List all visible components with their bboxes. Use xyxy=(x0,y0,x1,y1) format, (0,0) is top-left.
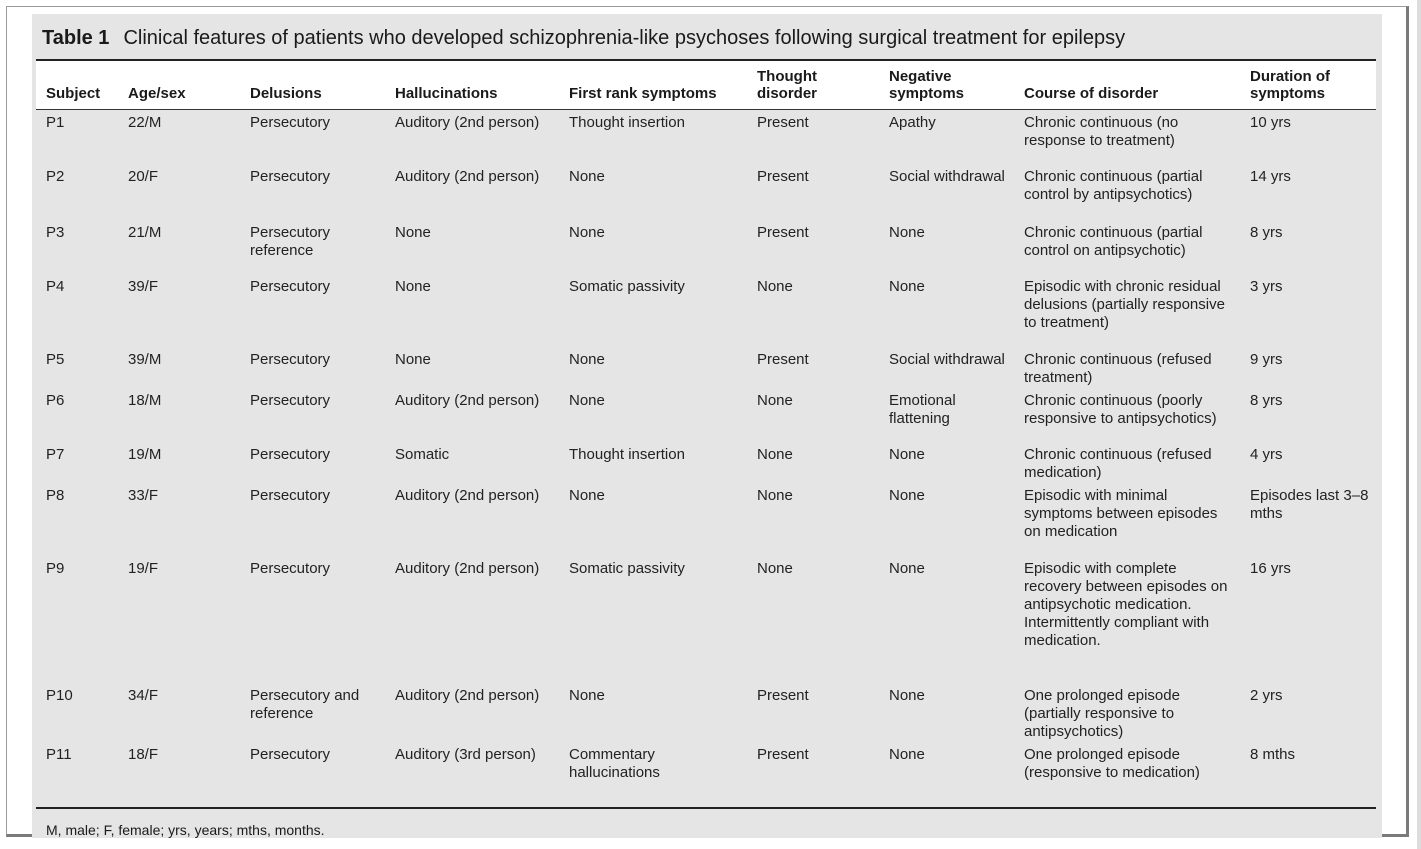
table-footnote: M, male; F, female; yrs, years; mths, months. xyxy=(46,822,325,838)
table-row xyxy=(36,484,1376,557)
cell-thought-disorder: None xyxy=(757,559,793,577)
cell-course-of-disorder: One prolonged episode (responsive to medication) xyxy=(1024,745,1200,781)
cell-delusions: Persecutory xyxy=(250,445,331,463)
cell-thought-disorder: Present xyxy=(757,350,809,368)
cell-subject: P10 xyxy=(46,686,73,704)
cell-thought-disorder: None xyxy=(757,391,793,409)
table-label: Table 1 xyxy=(42,27,110,49)
cell-course-of-disorder: Episodic with minimal symptoms between episodes on medication xyxy=(1024,486,1218,540)
cell-first-rank-symptoms: None xyxy=(569,223,605,241)
cell-age-sex: 22/M xyxy=(128,114,162,131)
table-row xyxy=(36,221,1376,275)
cell-subject: P2 xyxy=(46,167,65,185)
cell-hallucinations: Auditory (2nd person) xyxy=(395,114,540,131)
cell-first-rank-symptoms: None xyxy=(569,350,605,368)
cell-course-of-disorder: Chronic continuous (poorly responsive to antipsychotics) xyxy=(1024,391,1217,427)
cell-duration-of-symptoms: 10 yrs xyxy=(1250,114,1291,131)
cell-delusions: Persecutory and reference xyxy=(250,686,360,722)
cell-age-sex: 21/M xyxy=(128,223,162,241)
cell-first-rank-symptoms: Somatic passivity xyxy=(569,559,685,577)
cell-delusions: Persecutory xyxy=(250,277,331,295)
cell-duration-of-symptoms: 16 yrs xyxy=(1250,559,1291,577)
cell-course-of-disorder: Chronic continuous (partial control on antipsychotic) xyxy=(1024,223,1203,259)
header-negative-symptoms: Negative symptoms xyxy=(879,61,1014,110)
cell-delusions: Persecutory xyxy=(250,391,331,409)
cell-thought-disorder: Present xyxy=(757,223,809,241)
cell-first-rank-symptoms: Thought insertion xyxy=(569,114,685,131)
cell-hallucinations: None xyxy=(395,223,431,241)
cell-course-of-disorder: One prolonged episode (partially responsive to antipsychotics) xyxy=(1024,686,1180,740)
table-row xyxy=(36,348,1376,389)
cell-course-of-disorder: Episodic with complete recovery between episodes on antipsychotic medication. Intermittently compliant with medication. xyxy=(1024,559,1228,649)
cell-hallucinations: None xyxy=(395,350,431,368)
cell-age-sex: 18/M xyxy=(128,391,162,409)
cell-hallucinations: Auditory (2nd person) xyxy=(395,486,540,504)
cell-hallucinations: Auditory (3rd person) xyxy=(395,745,536,763)
cell-course-of-disorder: Chronic continuous (refused treatment) xyxy=(1024,350,1212,386)
cell-negative-symptoms: Social withdrawal xyxy=(889,167,1005,185)
table-row xyxy=(36,389,1376,443)
cell-duration-of-symptoms: 8 yrs xyxy=(1250,391,1283,409)
table-row xyxy=(36,275,1376,348)
cell-first-rank-symptoms: None xyxy=(569,486,605,504)
cell-hallucinations: None xyxy=(395,277,431,295)
header-delusions: Delusions xyxy=(240,61,385,110)
cell-delusions: Persecutory xyxy=(250,167,331,185)
header-age-sex: Age/sex xyxy=(118,61,240,110)
cell-first-rank-symptoms: Commentary hallucinations xyxy=(569,745,660,781)
cell-hallucinations: Somatic xyxy=(395,445,450,463)
table-box xyxy=(32,14,1382,838)
cell-duration-of-symptoms: Episodes last 3–8 mths xyxy=(1250,486,1369,522)
cell-age-sex: 34/F xyxy=(128,686,159,704)
cell-first-rank-symptoms: Thought insertion xyxy=(569,445,685,463)
cell-delusions: Persecutory reference xyxy=(250,223,331,259)
table-row xyxy=(36,684,1376,743)
cell-duration-of-symptoms: 3 yrs xyxy=(1250,277,1283,295)
cell-duration-of-symptoms: 4 yrs xyxy=(1250,445,1283,463)
header-hallucinations: Hallucinations xyxy=(385,61,559,110)
table-caption-text: Clinical features of patients who developed schizophrenia-like psychoses following surgical treatment for epilepsy xyxy=(123,27,1126,49)
cell-age-sex: 19/F xyxy=(128,559,159,577)
cell-subject: P6 xyxy=(46,391,65,409)
window-edge xyxy=(1417,0,1421,849)
cell-thought-disorder: None xyxy=(757,445,793,463)
clinical-features-table xyxy=(36,61,1376,798)
cell-negative-symptoms: None xyxy=(889,277,925,295)
cell-duration-of-symptoms: 9 yrs xyxy=(1250,350,1283,368)
table-row xyxy=(36,557,1376,684)
page-frame xyxy=(6,6,1409,837)
cell-first-rank-symptoms: Somatic passivity xyxy=(569,277,685,295)
cell-hallucinations: Auditory (2nd person) xyxy=(395,391,540,409)
cell-first-rank-symptoms: None xyxy=(569,167,605,185)
cell-negative-symptoms: None xyxy=(889,559,925,577)
header-duration-of-symptoms: Duration of symptoms xyxy=(1240,61,1376,110)
cell-course-of-disorder: Chronic continuous (refused medication) xyxy=(1024,445,1212,481)
cell-duration-of-symptoms: 14 yrs xyxy=(1250,167,1291,185)
cell-hallucinations: Auditory (2nd person) xyxy=(395,686,540,704)
cell-hallucinations: Auditory (2nd person) xyxy=(395,167,540,185)
cell-delusions: Persecutory xyxy=(250,350,331,368)
cell-negative-symptoms: None xyxy=(889,223,925,241)
cell-subject: P1 xyxy=(46,114,65,131)
table-row xyxy=(36,165,1376,221)
cell-subject: P8 xyxy=(46,486,65,504)
cell-thought-disorder: None xyxy=(757,277,793,295)
header-first-rank-symptoms: First rank symptoms xyxy=(559,61,747,110)
cell-delusions: Persecutory xyxy=(250,114,331,131)
table-bottom-rule xyxy=(36,807,1376,809)
cell-negative-symptoms: Emotional flattening xyxy=(889,391,956,427)
cell-subject: P5 xyxy=(46,350,65,368)
cell-delusions: Persecutory xyxy=(250,559,331,577)
cell-thought-disorder: Present xyxy=(757,686,809,704)
cell-age-sex: 33/F xyxy=(128,486,159,504)
table-row xyxy=(36,110,1376,165)
header-row xyxy=(36,61,1376,110)
table-caption xyxy=(42,25,1377,51)
cell-age-sex: 39/M xyxy=(128,350,162,368)
cell-course-of-disorder: Chronic continuous (no response to treatment) xyxy=(1024,114,1179,149)
cell-subject: P9 xyxy=(46,559,65,577)
cell-thought-disorder: Present xyxy=(757,114,809,131)
cell-duration-of-symptoms: 8 mths xyxy=(1250,745,1296,763)
cell-subject: P3 xyxy=(46,223,65,241)
cell-negative-symptoms: Apathy xyxy=(889,114,936,131)
cell-thought-disorder: Present xyxy=(757,167,809,185)
header-subject: Subject xyxy=(36,61,118,110)
cell-first-rank-symptoms: None xyxy=(569,686,605,704)
table-body xyxy=(36,110,1376,798)
table-row xyxy=(36,443,1376,484)
header-thought-disorder: Thought disorder xyxy=(747,61,879,110)
cell-thought-disorder: None xyxy=(757,486,793,504)
cell-first-rank-symptoms: None xyxy=(569,391,605,409)
cell-course-of-disorder: Chronic continuous (partial control by antipsychotics) xyxy=(1024,167,1203,203)
cell-age-sex: 20/F xyxy=(128,167,159,185)
cell-subject: P7 xyxy=(46,445,65,463)
cell-negative-symptoms: Social withdrawal xyxy=(889,350,1005,368)
cell-delusions: Persecutory xyxy=(250,745,331,763)
cell-course-of-disorder: Episodic with chronic residual delusions (partially responsive to treatment) xyxy=(1024,277,1225,331)
cell-subject: P4 xyxy=(46,277,65,295)
cell-duration-of-symptoms: 8 yrs xyxy=(1250,223,1283,241)
cell-negative-symptoms: None xyxy=(889,686,925,704)
cell-thought-disorder: Present xyxy=(757,745,809,763)
cell-age-sex: 39/F xyxy=(128,277,159,295)
table-row xyxy=(36,743,1376,798)
cell-delusions: Persecutory xyxy=(250,486,331,504)
cell-hallucinations: Auditory (2nd person) xyxy=(395,559,540,577)
header-course-of-disorder: Course of disorder xyxy=(1014,61,1240,110)
cell-negative-symptoms: None xyxy=(889,445,925,463)
cell-duration-of-symptoms: 2 yrs xyxy=(1250,686,1283,704)
cell-negative-symptoms: None xyxy=(889,745,925,763)
cell-negative-symptoms: None xyxy=(889,486,925,504)
cell-subject: P11 xyxy=(46,745,72,763)
cell-age-sex: 18/F xyxy=(128,745,159,763)
cell-age-sex: 19/M xyxy=(128,445,162,463)
